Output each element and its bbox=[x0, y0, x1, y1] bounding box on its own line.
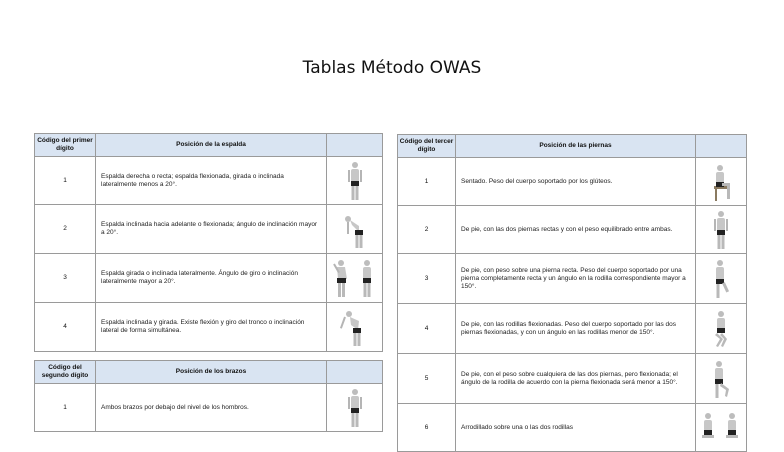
posture-figure-icon bbox=[327, 303, 383, 352]
table-row bbox=[398, 304, 747, 354]
back-code-cell: 2 bbox=[35, 205, 96, 254]
legs-position-table bbox=[397, 134, 747, 452]
back-desc-cell: Espalda girada o inclinada lateralmente. Ángulo de giro o inclinación lateralmente mayor a 20°. bbox=[96, 254, 327, 303]
back-code-cell: 1 bbox=[35, 157, 96, 205]
table-row bbox=[35, 254, 383, 303]
legs-code-cell: 2 bbox=[398, 206, 456, 254]
page-title: Tablas Método OWAS bbox=[302, 58, 482, 78]
table-row bbox=[398, 254, 747, 304]
arms-image-header bbox=[327, 361, 383, 384]
arms-desc-cell: Ambos brazos por debajo del nivel de los hombros. bbox=[96, 384, 327, 432]
back-code-cell: 4 bbox=[35, 303, 96, 352]
posture-figure-icon bbox=[696, 304, 747, 354]
posture-figure-icon bbox=[327, 157, 383, 205]
arms-position-table bbox=[34, 360, 383, 432]
legs-desc-cell: Arrodillado sobre una o las dos rodillas bbox=[456, 404, 696, 452]
arms-code-cell: 1 bbox=[35, 384, 96, 432]
legs-code-cell: 3 bbox=[398, 254, 456, 304]
arms-code-header: Código del segundo dígito bbox=[35, 361, 96, 384]
legs-code-header: Código del tercer dígito bbox=[398, 135, 456, 158]
table-row bbox=[35, 205, 383, 254]
posture-figure-icon bbox=[327, 384, 383, 432]
back-desc-cell: Espalda derecha o recta; espalda flexionada, girada o inclinada lateralmente menos a 20°. bbox=[96, 157, 327, 205]
legs-desc-cell: Sentado. Peso del cuerpo soportado por los glúteos. bbox=[456, 158, 696, 206]
posture-figure-icon bbox=[696, 206, 747, 254]
table-row bbox=[398, 158, 747, 206]
posture-figure-icon bbox=[696, 354, 747, 404]
back-code-cell: 3 bbox=[35, 254, 96, 303]
posture-figure-icon bbox=[696, 404, 747, 452]
legs-desc-cell: De pie, con el peso sobre cualquiera de las dos piernas, pero flexionada; el ángulo de la rodilla de acuerdo con la pierna flexionada será menor a 150°. bbox=[456, 354, 696, 404]
table-row bbox=[398, 354, 747, 404]
posture-figure-icon bbox=[696, 158, 747, 206]
back-desc-cell: Espalda inclinada y girada. Existe flexión y giro del tronco o inclinación lateral de forma simultánea. bbox=[96, 303, 327, 352]
legs-code-cell: 4 bbox=[398, 304, 456, 354]
back-code-header: Código del primer dígito bbox=[35, 134, 96, 157]
table-row bbox=[398, 404, 747, 452]
legs-desc-cell: De pie, con las dos piernas rectas y con el peso equilibrado entre ambas. bbox=[456, 206, 696, 254]
back-desc-cell: Espalda inclinada hacia adelante o flexionada; ángulo de inclinación mayor a 20°. bbox=[96, 205, 327, 254]
legs-code-cell: 5 bbox=[398, 354, 456, 404]
legs-position-header: Posición de las piernas bbox=[456, 135, 696, 158]
back-image-header bbox=[327, 134, 383, 157]
table-row bbox=[398, 206, 747, 254]
legs-code-cell: 6 bbox=[398, 404, 456, 452]
legs-desc-cell: De pie, con peso sobre una pierna recta. Peso del cuerpo soportado por una pierna completamente recta y un ángulo en la rodilla correspondiente mayor a 150°. bbox=[456, 254, 696, 304]
legs-desc-cell: De pie, con las rodillas flexionadas. Peso del cuerpo soportado por las dos piernas flexionadas, y con un ángulo en las rodillas menor de 150°. bbox=[456, 304, 696, 354]
back-position-header: Posición de la espalda bbox=[96, 134, 327, 157]
legs-image-header bbox=[696, 135, 747, 158]
table-row bbox=[35, 384, 383, 432]
table-row bbox=[35, 157, 383, 205]
posture-figure-icon bbox=[327, 205, 383, 254]
back-position-table bbox=[34, 133, 383, 352]
legs-code-cell: 1 bbox=[398, 158, 456, 206]
posture-figure-icon bbox=[696, 254, 747, 304]
table-row bbox=[35, 303, 383, 352]
arms-position-header: Posición de los brazos bbox=[96, 361, 327, 384]
posture-figure-icon bbox=[327, 254, 383, 303]
